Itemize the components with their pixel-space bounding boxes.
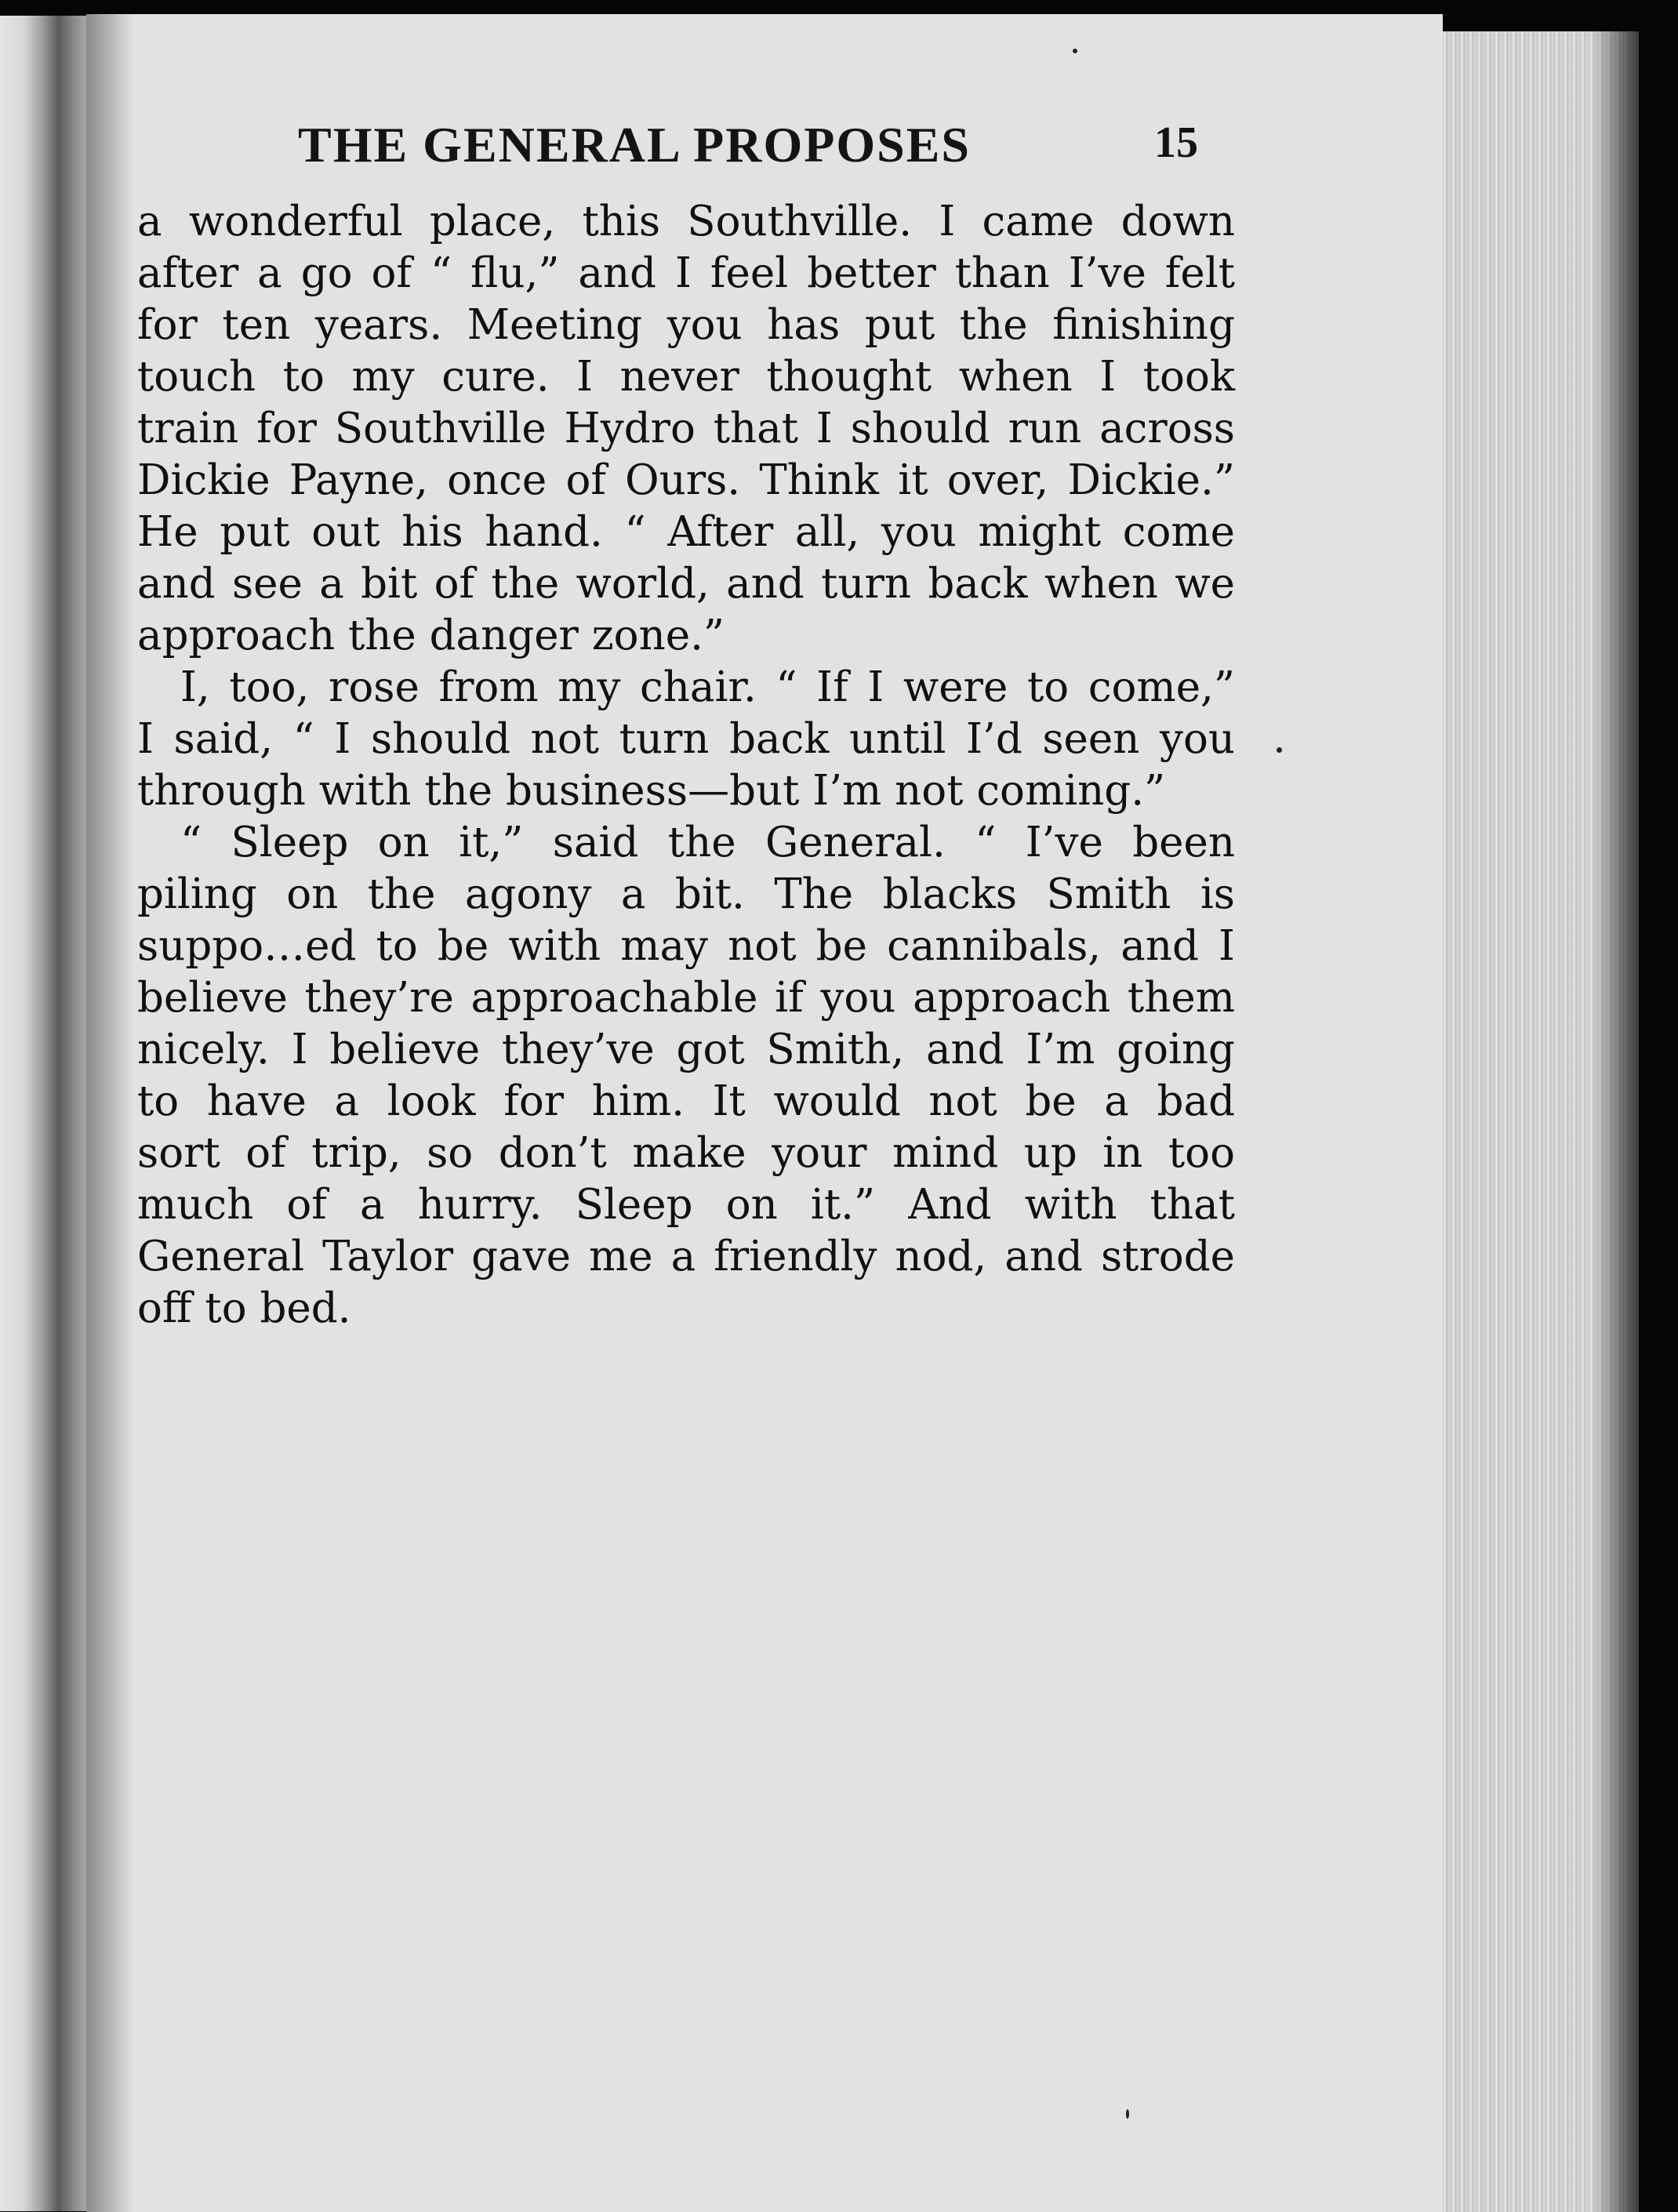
dust-speck: [1073, 49, 1077, 53]
text-line: a wonderful place, this Southville. I came down: [137, 198, 1235, 245]
page-number: 15: [1154, 118, 1198, 167]
text-line: through with the business—but I’m not coming.”: [137, 767, 1166, 815]
text-line: sort of trip, so don’t make your mind up in too: [137, 1129, 1235, 1177]
text-line: piling on the agony a bit. The blacks Smith is: [137, 870, 1235, 918]
text-line: I, too, rose from my chair. “ If I were to come,”: [180, 663, 1235, 711]
text-line: He put out his hand. “ After all, you might come: [137, 508, 1235, 556]
text-line: approach the danger zone.”: [137, 612, 725, 659]
text-line: train for Southville Hydro that I should run across: [137, 405, 1235, 452]
body-text: [137, 196, 1235, 1335]
text-line: Dickie Payne, once of Ours. Think it over, Dickie.”: [137, 456, 1235, 504]
dust-speck: [1126, 2109, 1129, 2119]
text-line: to have a look for him. It would not be a bad: [137, 1077, 1235, 1125]
text-line: much of a hurry. Sleep on it.” And with that: [137, 1181, 1235, 1229]
text-line: after a go of “ flu,” and I feel better than I’ve felt: [137, 249, 1235, 297]
text-line: off to bed.: [137, 1284, 351, 1332]
running-header: THE GENERAL PROPOSES: [298, 117, 971, 173]
left-page-edge: [0, 16, 94, 2211]
dust-speck: [1277, 747, 1282, 753]
text-line: for ten years. Meeting you has put the finishing: [137, 301, 1235, 349]
text-line: I said, “ I should not turn back until I’d seen you: [137, 715, 1235, 763]
gutter-shadow: [86, 14, 133, 2212]
text-line: touch to my cure. I never thought when I took: [137, 353, 1235, 401]
text-line: and see a bit of the world, and turn back when we: [137, 560, 1235, 608]
text-line: General Taylor gave me a friendly nod, and strode: [137, 1233, 1235, 1280]
text-line: nicely. I believe they’ve got Smith, and I’m going: [137, 1026, 1235, 1073]
text-line: “ Sleep on it,” said the General. “ I’ve been: [180, 819, 1235, 866]
text-line: believe they’re approachable if you approach them: [137, 974, 1235, 1022]
text-line: suppo…ed to be with may not be cannibals, and I: [137, 922, 1235, 970]
page-fore-edge: [1443, 31, 1639, 2212]
